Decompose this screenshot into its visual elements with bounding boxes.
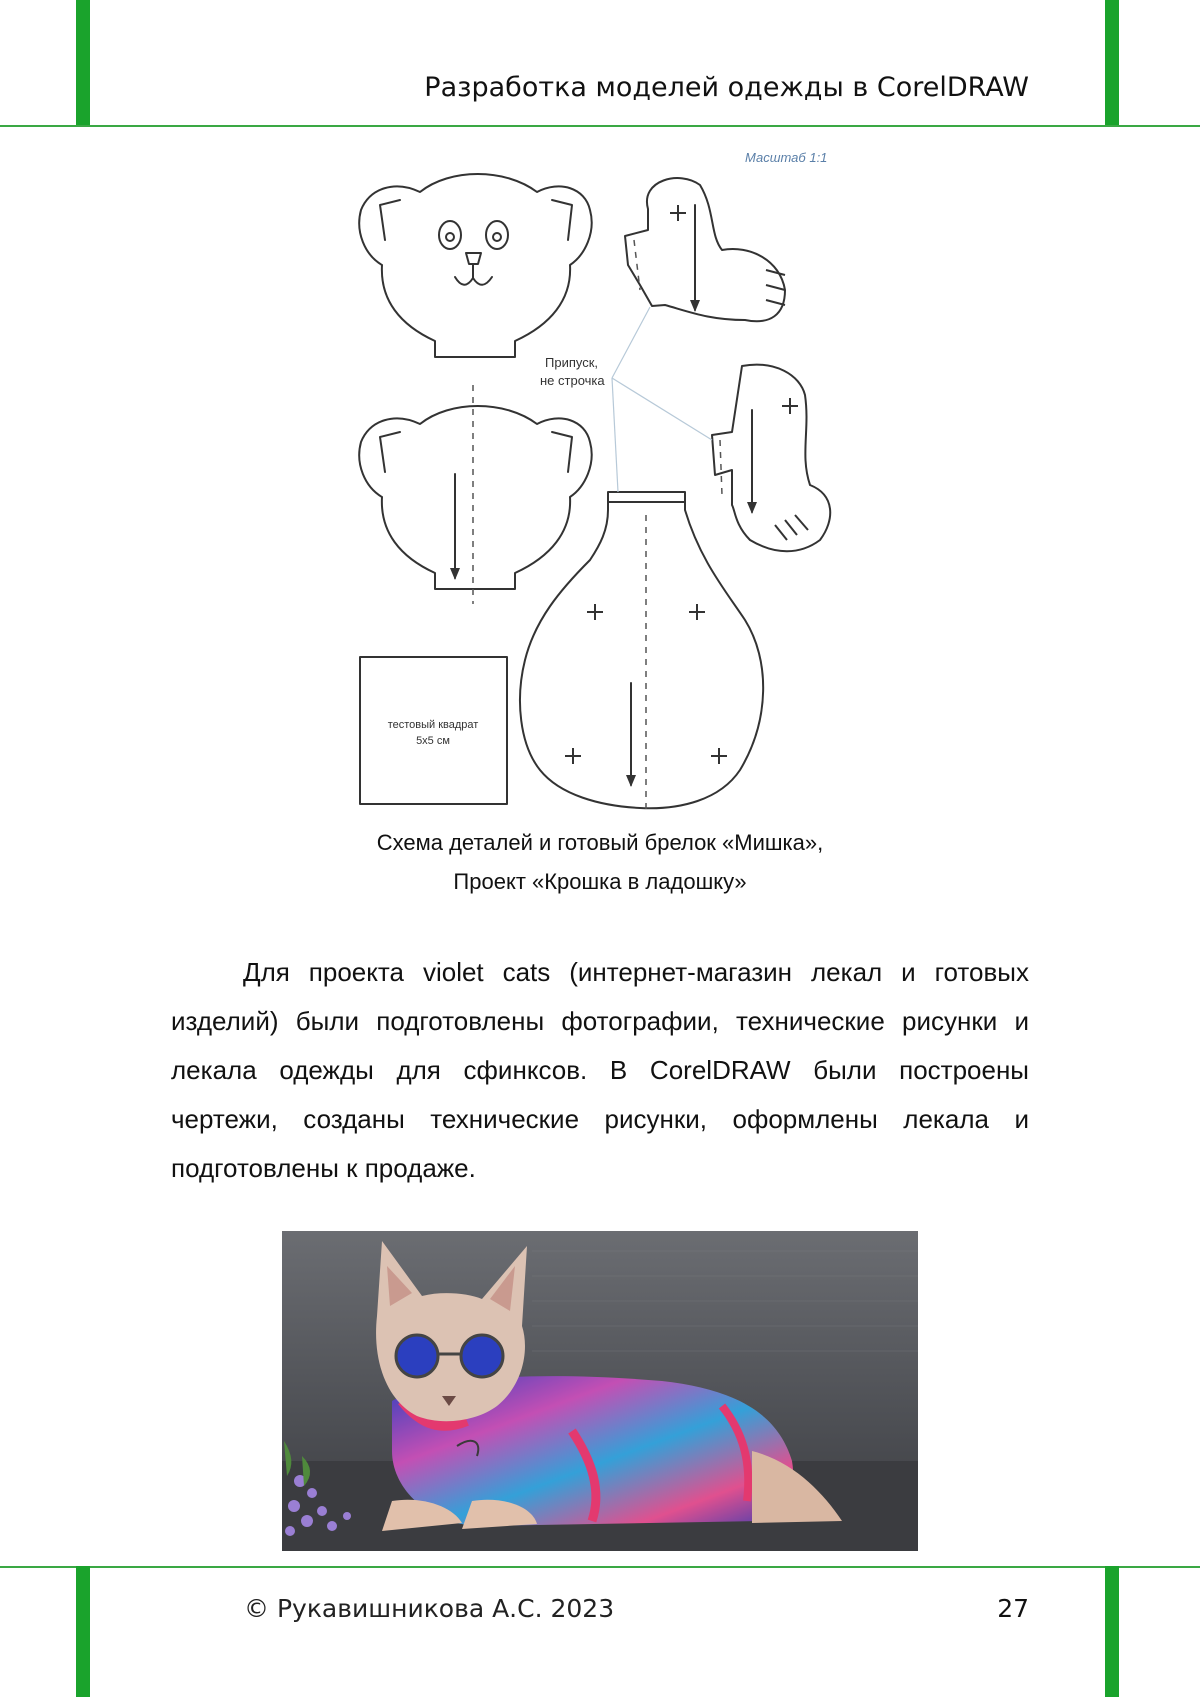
footer-copyright: © Рукавишникова А.С. 2023 [244, 1594, 615, 1623]
test-square-label-line2: 5х5 см [416, 735, 450, 747]
bottom-left-green-bar [76, 1566, 90, 1697]
allowance-label-line2: не строчка [540, 373, 605, 388]
paw-piece-lower [712, 365, 830, 552]
footer-rule [0, 1566, 1200, 1568]
header-title: Разработка моделей одежды в CorelDRAW [424, 72, 1029, 103]
paw-piece-upper [625, 178, 785, 321]
sphynx-cat-photo [282, 1231, 918, 1551]
allowance-label-line1: Припуск, [545, 355, 599, 370]
figure-caption-line1: Схема деталей и готовый брелок «Мишка», [376, 830, 824, 855]
body-paragraph: Для проекта violet cats (интернет-магазин лекал и готовых изделий) были подготовлены фотографии, технические рисунки и лекала одежды для сфинксов. В CorelDRAW были построены чертежи, созданы технические рисунки, оформлены лекала и подготовлены к продаже. [171, 957, 1029, 1183]
figure-caption-line2: Проект «Крошка в ладошку» [453, 869, 747, 894]
pattern-scheme [355, 140, 845, 812]
bottom-right-green-bar [1105, 1566, 1119, 1697]
body-piece [520, 492, 763, 808]
scale-label: Масштаб 1:1 [745, 150, 828, 165]
top-right-green-bar [1105, 0, 1119, 125]
top-left-green-bar [76, 0, 90, 125]
test-square-label-line1: тестовый квадрат [387, 719, 479, 731]
page-number: 27 [997, 1594, 1029, 1623]
header-rule [0, 125, 1200, 127]
